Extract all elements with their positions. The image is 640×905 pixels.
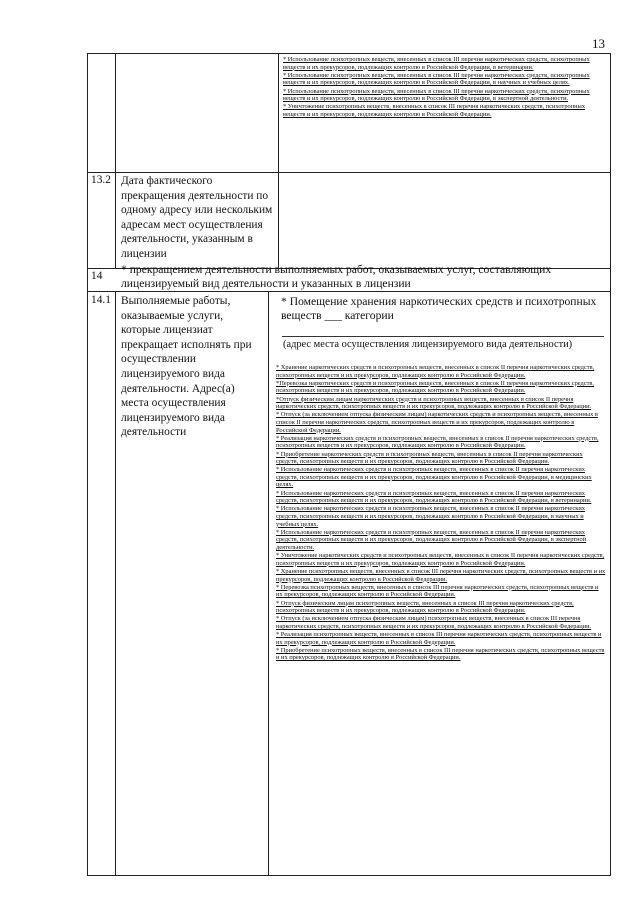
list-item: * Отпуск (за исключением отпуска физическим лицам) наркотических средств и психотропных веществ, внесенных в список II перечня наркотических средств, психотропных веществ и их прекурсоров, подлежащих контролю в Российской Федерации. — [276, 411, 598, 434]
address-line — [282, 336, 604, 337]
top-item: * Использование психотропных веществ, внесенных в список III перечня наркотических средств, психотропных веществ и их прекурсоров, подлежащих контролю в Российской Федерации, в экспертной деятельности. — [283, 87, 590, 103]
list-item: *Перевозка наркотических средств и психотропных веществ, внесенных в список II перечня наркотических средств, психотропных веществ и их прекурсоров, подлежащих контролю в Российской Федерации. — [276, 379, 595, 395]
row-label: Дата фактического прекращения деятельности по одному адресу или нескольким адресам мест осуществления деятельности, указанным в лицензии — [121, 175, 273, 260]
list-item: * Использование наркотических средств и психотропных веществ, внесенных в список II перечня наркотических средств, психотропных веществ и их прекурсоров, подлежащих контролю в Российской Федерации, в ветеринарии. — [276, 489, 592, 505]
top-item: * Использование психотропных веществ, внесенных в список III перечня наркотических средств, психотропных веществ и их прекурсоров, подлежащих контролю в Российской Федерации, в научных и учебных целях. — [283, 71, 590, 87]
storage-heading: * Помещение хранения наркотических средств и психотропных веществ ___ категории — [281, 295, 597, 322]
address-caption: (адрес места осуществления лицензируемого вида деятельности) — [283, 339, 573, 350]
row-number: 14.1 — [91, 294, 111, 306]
list-item: * Реализация наркотических средств и психотропных веществ, внесенных в список II перечня наркотических средств, психотропных веществ и их прекурсоров, подлежащих контролю в Российской Федерации. — [276, 434, 599, 450]
row-label: Выполняемые работы, оказываемые услуги, которые лицензиат прекращает исполнять при осуществлении лицензируемого вида деятельности. Адрес(а) места осуществления лицензируемого вида деятельности — [121, 295, 252, 439]
divider — [87, 291, 611, 292]
row-number: 13.2 — [91, 174, 111, 186]
divider — [115, 291, 116, 876]
list-item: * Хранение психотропных веществ, внесенных в список III перечня наркотических средств, психотропных веществ и их прекурсоров, подлежащих контролю в Российской Федерации. — [276, 567, 606, 583]
page-number: 13 — [592, 36, 605, 51]
list-item: * Приобретение психотропных веществ, внесенных в список III перечня наркотических средств, психотропных веществ и их прекурсоров, подлежащих контролю в Российской Федерации. — [276, 646, 605, 662]
items-list — [276, 364, 606, 663]
top-block — [283, 56, 605, 119]
row-text: * прекращением деятельности выполняемых работ, оказываемых услуг, составляющих лицензируемый вид деятельности и указанных в лицензии — [121, 263, 552, 290]
top-item: * Уничтожение психотропных веществ, внесенных в список III перечня наркотических средств, психотропных веществ и их прекурсоров, подлежащих контролю в Российской Федерации. — [283, 103, 586, 118]
list-item: * Использование наркотических средств и психотропных веществ, внесенных в список II перечня наркотических средств, психотропных веществ и их прекурсоров, подлежащих контролю в Российской Федерации, в научных и учебных целях. — [276, 505, 585, 528]
divider — [115, 53, 116, 268]
divider — [87, 172, 611, 173]
row-number: 14 — [91, 270, 103, 282]
list-item: * Перевозка психотропных веществ, внесенных в список III перечня наркотических средств, психотропных веществ и их прекурсоров, подлежащих контролю в Российской Федерации. — [276, 583, 599, 599]
list-item: * Реализация психотропных веществ, внесенных в список III перечня наркотических средств, психотропных веществ и их прекурсоров, подлежащих контролю в Российской Федерации. — [276, 631, 602, 646]
list-item: * Использование наркотических средств и психотропных веществ, внесенных в список II перечня наркотических средств, психотропных веществ и их прекурсоров, подлежащих контролю в Российской Федерации, в экспертной деятельности. — [276, 528, 587, 551]
divider — [278, 53, 279, 268]
list-item: * Использование наркотических средств и психотропных веществ, внесенных в список II перечня наркотических средств, психотропных веществ и их прекурсоров, подлежащих контролю в Российской Федерации, в медицинских целях. — [276, 466, 592, 489]
list-item: * Приобретение наркотических средств и психотропных веществ, внесенных в список II перечня наркотических средств, психотропных веществ и их прекурсоров, подлежащих контролю в Российской Федерации. — [276, 450, 583, 466]
list-item: * Отпуск физическим лицам психотропных веществ, внесенных в список III перечня наркотических средств, психотропных веществ и их прекурсоров, подлежащих контролю в Российской Федерации. — [276, 599, 574, 615]
divider — [268, 291, 269, 876]
list-item: *Отпуск физическим лицам наркотических средств и психотропных веществ, внесенных в список II перечня наркотических средств, психотропных веществ и их прекурсоров, подлежащих контролю в Российской Федерации. — [276, 395, 592, 411]
list-item: * Отпуск (за исключением отпуска физическим лицам) психотропных веществ, внесенных в список III перечня наркотических средств, психотропных веществ и их прекурсоров, подлежащих контролю в Российской Федерации. — [276, 615, 592, 630]
list-item: * Уничтожение наркотических средств и психотропных веществ, внесенных в список II перечня наркотических средств, психотропных веществ и их прекурсоров, подлежащих контролю в Российской Федерации. — [276, 552, 605, 567]
list-item: * Хранение наркотических средств и психотропных веществ, внесенных в список II перечня наркотических средств, психотропных веществ и их прекурсоров, подлежащих контролю в Российской Федерации. — [276, 364, 595, 379]
top-item: * Использование психотропных веществ, внесенных в список III перечня наркотических средств, психотропных веществ и их прекурсоров, подлежащих контролю в Российской Федерации, в ветеринарии. — [283, 56, 590, 71]
